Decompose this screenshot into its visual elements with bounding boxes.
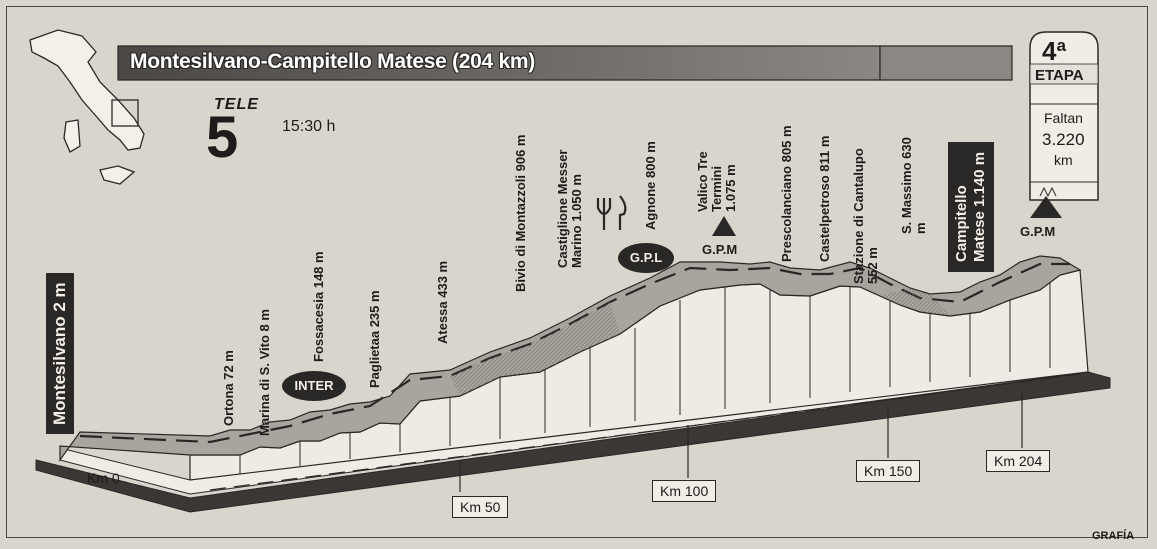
waypoint-line: Termini — [709, 166, 724, 212]
km-marker: Km 150 — [856, 460, 920, 482]
stage-word: ETAPA — [1035, 67, 1084, 84]
tele5-logo-top: TELE — [214, 96, 259, 113]
waypoint-line: Stazione di Cantalupo — [851, 148, 866, 284]
waypoint-label: Agnone 800 m — [643, 141, 658, 230]
inter-badge: INTER — [282, 371, 346, 401]
waypoint-label: Ortona 72 m — [221, 350, 236, 426]
remaining-label: Faltan — [1044, 110, 1083, 126]
waypoint-label — [852, 148, 880, 284]
finish-label-line-1: Campitello — [953, 185, 970, 262]
gpl-badge: G.P.L — [618, 243, 674, 273]
waypoint-label: Prescolanciano 805 m — [779, 125, 794, 262]
mountain-triangle-icon — [712, 216, 736, 236]
waypoint-line: m — [913, 222, 928, 234]
tele5-logo-number: 5 — [206, 105, 239, 170]
remaining-value: 3.220 — [1042, 130, 1085, 149]
remaining-unit: km — [1054, 152, 1073, 168]
waypoint-label — [696, 151, 738, 212]
waypoint-label: Fossacesia 148 m — [311, 251, 326, 362]
stage-number: 4ª — [1042, 36, 1067, 66]
waypoint-line: Valico Tre — [695, 151, 710, 212]
waypoint-line: 552 m — [865, 247, 880, 284]
gpm-label: G.P.M — [702, 242, 738, 257]
start-label: Montesilvano 2 m — [46, 273, 74, 434]
waypoint-label — [900, 137, 928, 234]
waypoint-line: S. Massimo 630 — [899, 137, 914, 234]
km-marker: Km 100 — [652, 480, 716, 502]
km-marker: Km 204 — [986, 450, 1050, 472]
waypoint-line: 1.075 m — [723, 164, 738, 212]
finish-label-line-2: Matese 1.140 m — [971, 151, 988, 262]
gpm-label: G.P.M — [1020, 224, 1056, 239]
km-marker: Km 0 — [87, 470, 120, 486]
waypoint-line: Castiglione Messer — [555, 149, 570, 268]
waypoint-label: Paglietaa 235 m — [367, 290, 382, 388]
km-marker: Km 50 — [452, 496, 508, 518]
graphic-credit: GRAFÍA — [1092, 530, 1135, 542]
broadcast-time: 15:30 h — [282, 118, 336, 135]
waypoint-line: Marino 1.050 m — [569, 174, 584, 268]
tele5-logo — [200, 96, 259, 170]
waypoint-label: Marina di S. Vito 8 m — [257, 309, 272, 436]
waypoint-label: Bivio di Montazzoli 906 m — [513, 134, 528, 292]
waypoint-label: Atessa 433 m — [435, 260, 450, 344]
finish-label — [948, 142, 994, 272]
waypoint-label — [556, 150, 584, 269]
stage-title: Montesilvano-Campitello Matese (204 km) — [130, 50, 535, 73]
fork-knife-icon — [598, 196, 625, 230]
waypoint-label: Castelpetroso 811 m — [817, 135, 832, 262]
